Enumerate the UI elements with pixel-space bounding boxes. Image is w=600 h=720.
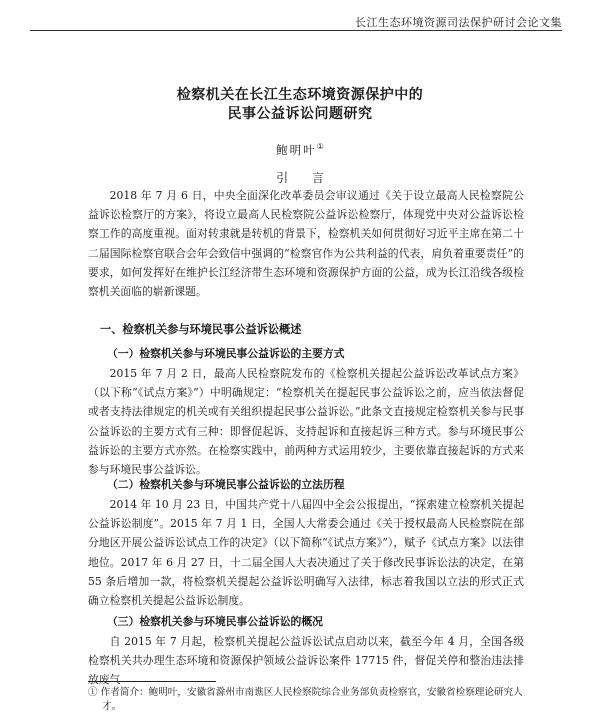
- author-name: 鲍明叶: [276, 143, 317, 157]
- author-line: [0, 142, 600, 158]
- subsection-1-paragraph: 2015 年 7 月 2 日，最高人民检察院发布的《检察机关提起公益诉讼改革试点方案》（以下称“《试点方案》”）中明确规定：“检察机关在提起民事公益诉讼之前，应当依法督促或者支持法律规定的机关或有关组织提起民事公益诉讼。”此条文直接规定检察机关参与民事公益诉讼的主要方式有三种：即督促起诉、支持起诉和直接起诉三种方式。参与环境民事公益诉讼的主要方式亦然。在检察实践中，前两种方式运用较少，主要依靠直接起诉的方式来参与环境民事公益诉讼。: [88, 367, 524, 477]
- footnote-divider: [88, 681, 216, 682]
- running-header: [30, 14, 562, 31]
- footnote: ① 作者简介：鲍明叶，安徽省滁州市南谯区人民检察院综合业务部负责检察官，安徽省检察理论研究人才。: [88, 687, 523, 712]
- subsection-heading-3: （三）检察机关参与环境民事公益诉讼的概况: [107, 615, 323, 628]
- intro-heading: 引 言: [276, 171, 334, 185]
- subsection-2-paragraph: 2014 年 10 月 23 日，中国共产党十八届四中全会公报提出，“探索建立检察机关提起公益诉讼制度”。2015 年 7 月 1 日，全国人大常委会通过《关于授权最高人民检察院在部分地区开展公益诉讼试点工作的决定》（以下简称“《试点方案》”），赋予《试点方案》以法律地位。2017 年 6 月 27 日，十二届全国人大表决通过了关于修改民事诉讼法的决定，在第 55 条后增加一款，将检察机关提起公益诉讼明确写入法律，标志着我国以立法的形式正式确立检察机关提起公益诉讼制度。: [88, 498, 524, 608]
- subsection-3-paragraph: 自 2015 年 7 月起，检察机关提起公益诉讼试点启动以来，截至今年 4 月，全国各级检察机关共办理生态环境和资源保护领域公益诉讼案件 17715 件，督促关停和整治违法排放废气: [88, 635, 524, 687]
- subsection-heading-1: （一）检察机关参与环境民事公益诉讼的主要方式: [107, 347, 345, 360]
- title-line-1: 检察机关在长江生态环境资源保护中的: [176, 87, 424, 103]
- running-header-title: 长江生态环境资源司法保护研讨会论文集: [355, 16, 562, 29]
- title-line-2: 民事公益诉讼问题研究: [227, 106, 373, 122]
- subsection-heading-2: （二）检察机关参与环境民事公益诉讼的立法历程: [107, 478, 345, 491]
- section-heading-1: 一、检察机关参与环境民事公益诉讼概述: [100, 323, 302, 336]
- author-footnote-marker: ①: [316, 142, 324, 152]
- intro-paragraph: 2018 年 7 月 6 日，中央全面深化改革委员会审议通过《关于设立最高人民检察院公益诉讼检察厅的方案》，将设立最高人民检察院公益诉讼检察厅，体现党中央对公益诉讼检察工作的高度重视。面对转隶就是转机的背景下，检察机关如何贯彻好习近平主席在第二十二届国际检察官联合会年会致信中强调的“检察官作为公共利益的代表，肩负着重要责任”的要求，如何发挥好在维护长江经济带生态环境和资源保护方面的公益，成为长江沿线各级检察机关面临的崭新课题。: [88, 189, 524, 299]
- article-title: [0, 86, 600, 124]
